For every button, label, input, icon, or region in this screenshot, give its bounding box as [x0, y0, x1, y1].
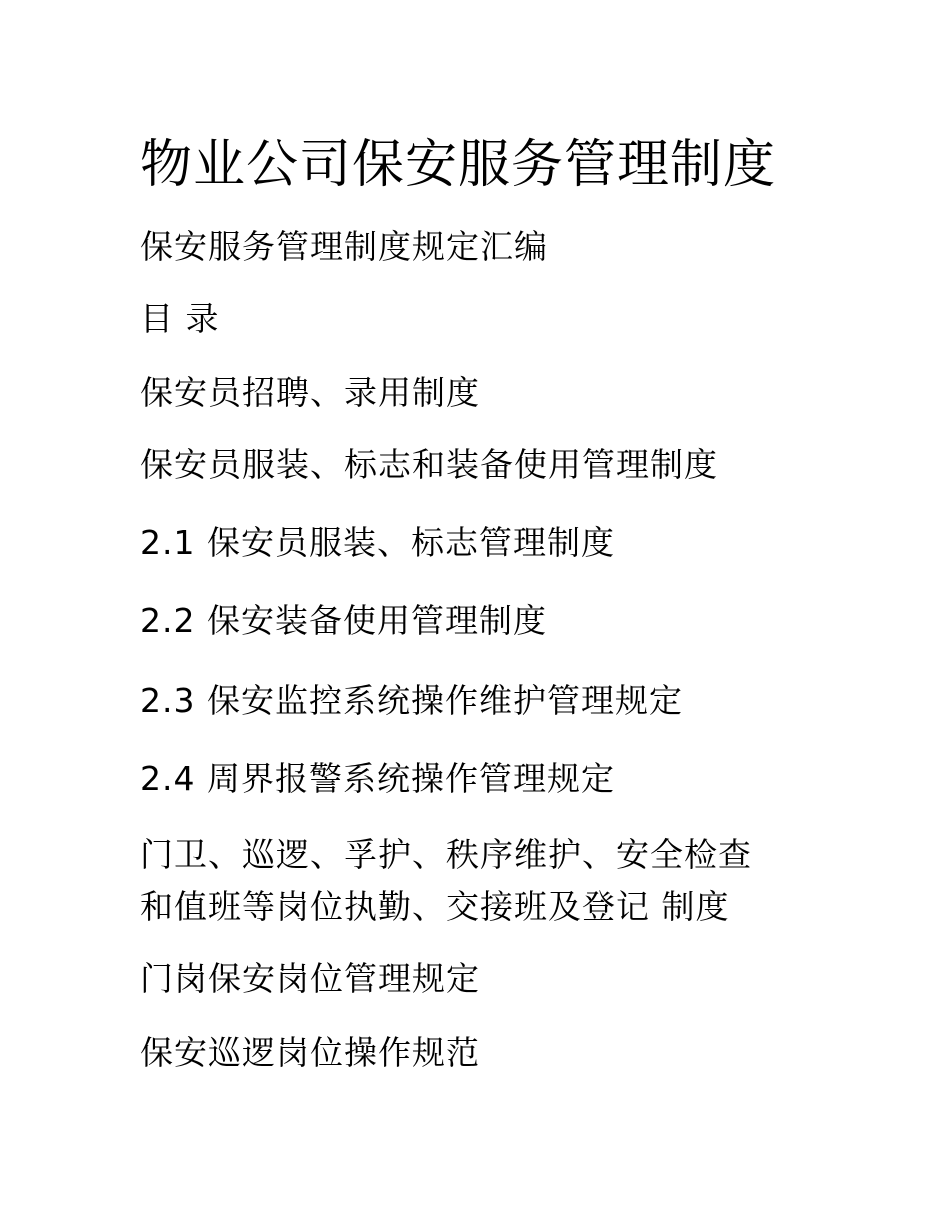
toc-subitem: 2.3 保安监控系统操作维护管理规定	[140, 681, 683, 720]
toc-heading: 目 录	[140, 299, 220, 338]
toc-item: 门卫、巡逻、孚护、秩序维护、安全检查	[140, 835, 752, 874]
toc-item-continued: 和值班等岗位执勤、交接班及登记 制度	[140, 887, 730, 926]
toc-subitem: 2.4 周界报警系统操作管理规定	[140, 759, 615, 798]
toc-item: 保安员服装、标志和装备使用管理制度	[140, 445, 718, 484]
document-title: 物业公司保安服务管理制度	[140, 135, 777, 195]
subtitle-line: 保安服务管理制度规定汇编	[140, 227, 548, 266]
toc-subitem: 2.2 保安装备使用管理制度	[140, 601, 547, 640]
toc-subitem: 2.1 保安员服装、标志管理制度	[140, 523, 615, 562]
toc-item: 保安员招聘、录用制度	[140, 373, 480, 412]
toc-item: 保安巡逻岗位操作规范	[140, 1033, 480, 1072]
toc-item: 门岗保安岗位管理规定	[140, 959, 480, 998]
